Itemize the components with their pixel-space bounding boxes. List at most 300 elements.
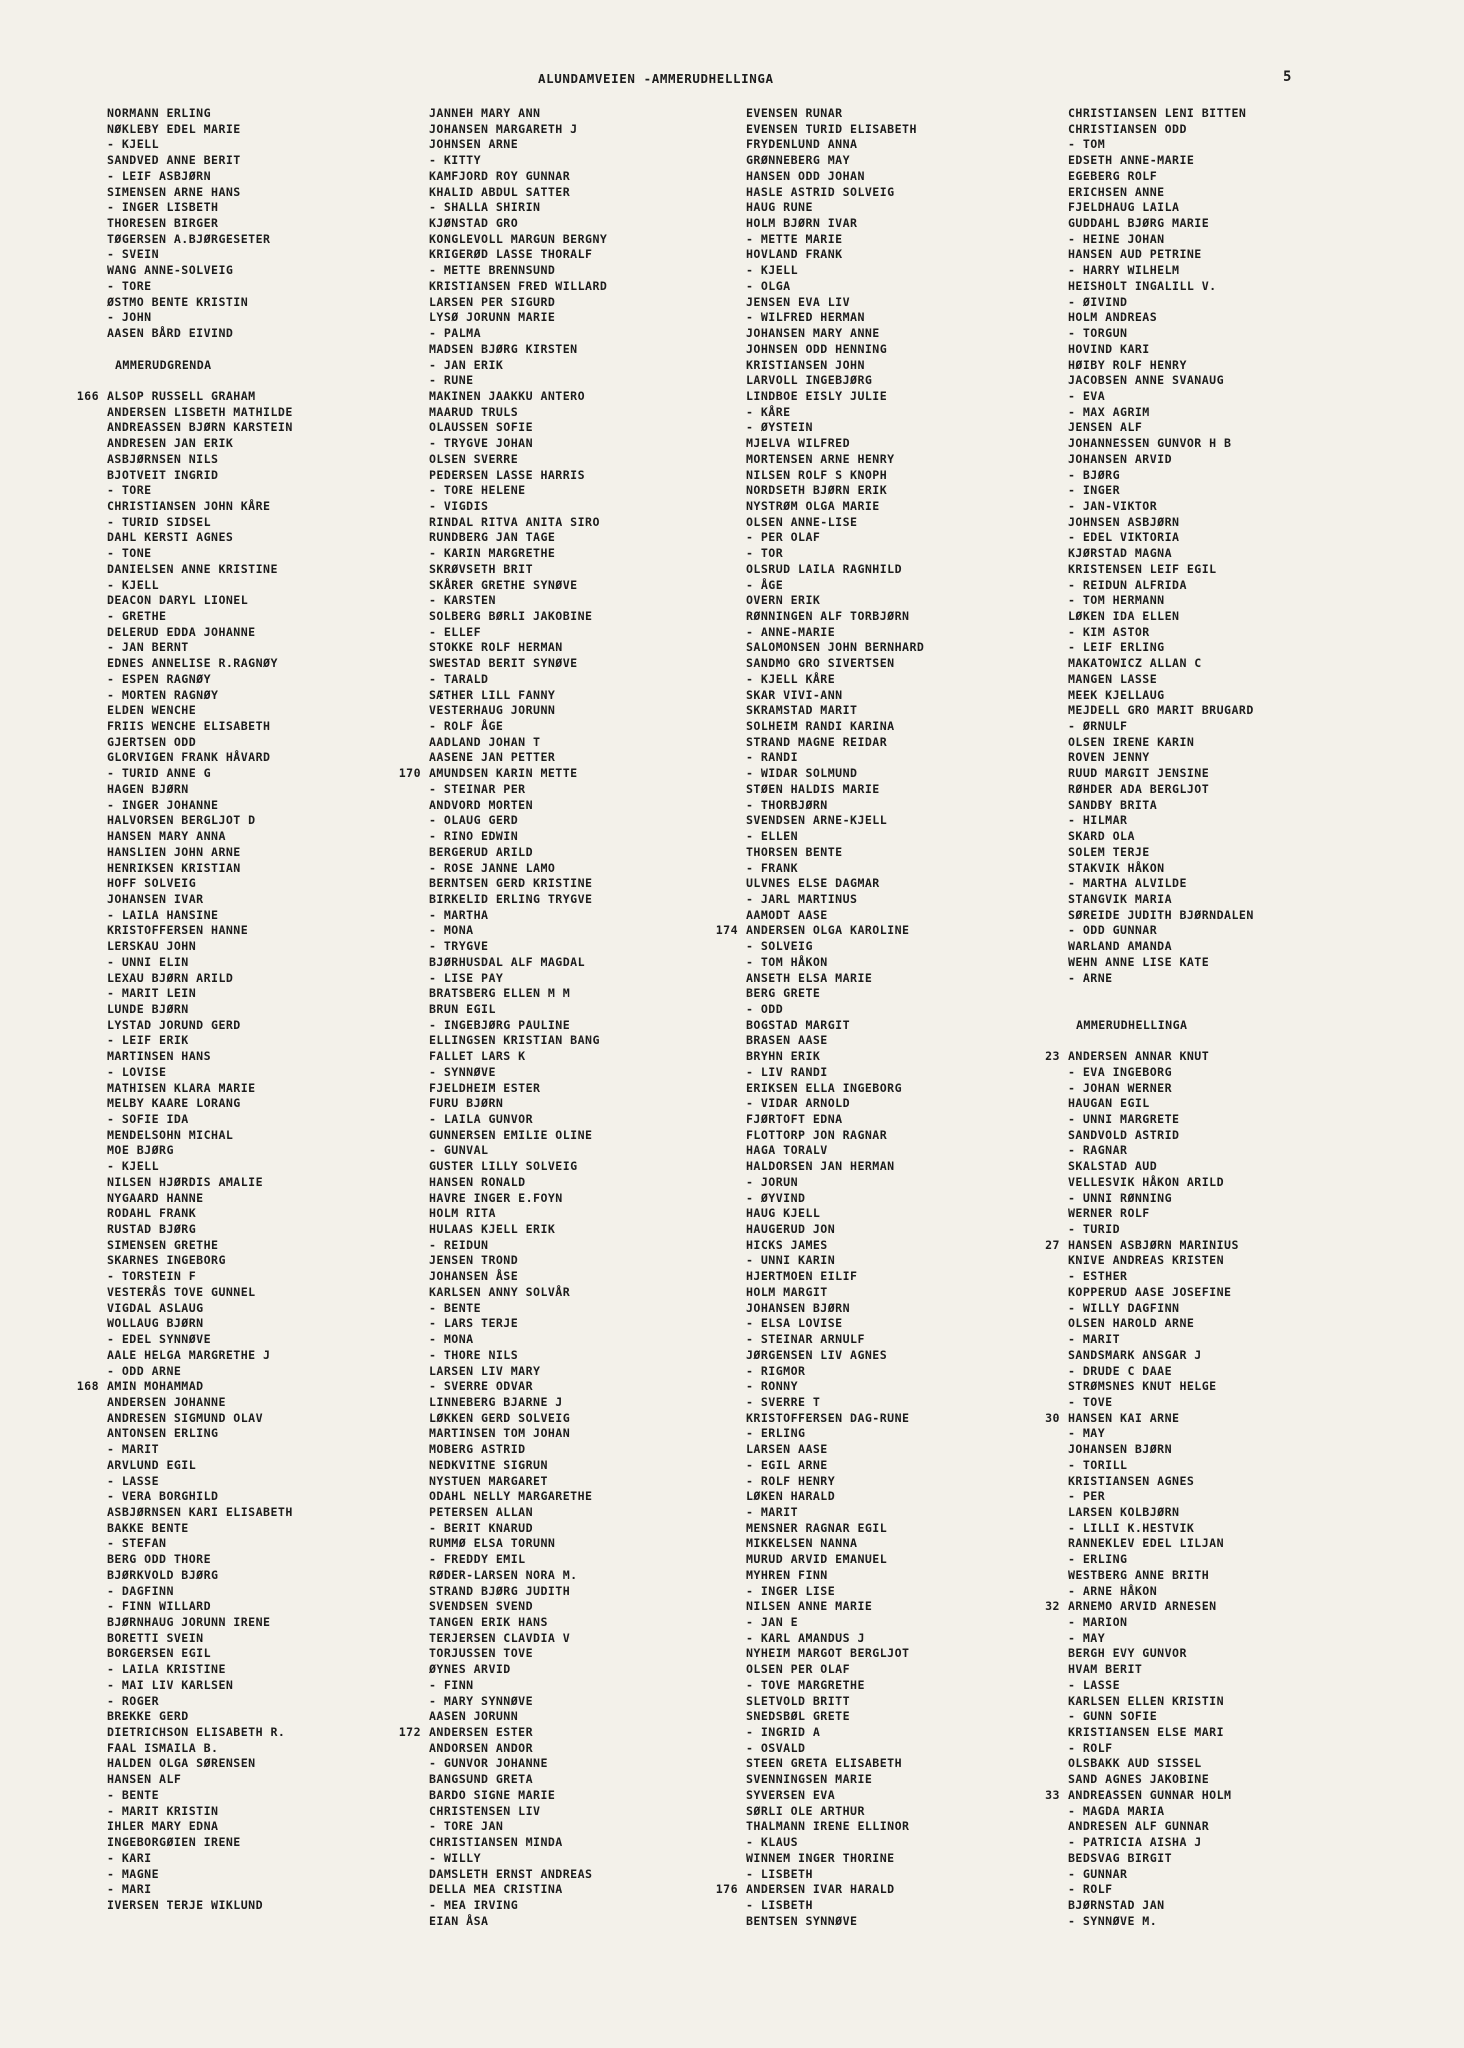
resident-name: RUNDBERG JAN TAGE [429,530,556,545]
resident-name: RUUD MARGIT JENSINE [1068,766,1210,781]
directory-entry [746,1332,1076,1348]
directory-entry [1068,813,1398,829]
resident-name: - ODD GUNNAR [1068,923,1158,938]
directory-entry [746,1741,1076,1757]
directory-entry [746,986,1076,1002]
resident-name: - LARS TERJE [429,1316,519,1331]
resident-name: DELLA MEA CRISTINA [429,1882,563,1897]
directory-entry [429,1112,759,1128]
directory-entry [746,640,1076,656]
directory-entry [1068,1191,1398,1207]
resident-name: JOHANSEN ÅSE [429,1269,519,1284]
directory-entry [107,1002,437,1018]
resident-name: SALOMONSEN JOHN BERNHARD [746,640,925,655]
resident-name: - PALMA [429,326,482,341]
resident-name: - ELSA LOVISE [746,1316,843,1331]
directory-entry [1068,515,1398,531]
resident-name: OLSBAKK AUD SISSEL [1068,1756,1202,1771]
directory-entry [1068,546,1398,562]
directory-entry [1068,1615,1398,1631]
directory-entry [107,1709,437,1725]
resident-name: - THORE NILS [429,1347,519,1362]
resident-name: WOLLAUG BJØRN [107,1316,204,1331]
directory-entry [429,530,759,546]
directory-entry [1068,625,1398,641]
directory-entry [1068,1819,1398,1835]
resident-name: - INGER LISE [746,1583,836,1598]
resident-name: - ERLING [746,1426,806,1441]
directory-entry [429,955,759,971]
directory-entry [746,971,1076,987]
resident-name: OLSEN IRENE KARIN [1068,734,1195,749]
directory-entry [746,578,1076,594]
resident-name: THORSEN BENTE [746,844,843,859]
resident-name: SKÅRER GRETHE SYNØVE [429,577,578,592]
directory-entry [1068,1631,1398,1647]
directory-entry [429,986,759,1002]
directory-entry [429,153,759,169]
resident-name: - GUNN SOFIE [1068,1709,1158,1724]
directory-entry [746,1348,1076,1364]
resident-name: HOVLAND FRANK [746,247,843,262]
directory-entry [107,1819,437,1835]
directory-entry [746,153,1076,169]
resident-name: ARVLUND EGIL [107,1457,197,1472]
directory-entry [1068,1521,1398,1537]
resident-name: TANGEN ERIK HANS [429,1615,548,1629]
directory-entry [107,153,437,169]
directory-entry [746,703,1076,719]
resident-name: EDSETH ANNE-MARIE [1068,153,1195,168]
resident-name: - EDEL VIKTORIA [1068,530,1180,545]
resident-name: SKALSTAD AUD [1068,1159,1158,1174]
resident-name: BJØRNHAUG JORUNN IRENE [107,1615,271,1629]
directory-entry [429,1222,759,1238]
resident-name: - TOM HERMANN [1068,593,1165,608]
resident-name: ELLINGSEN KRISTIAN BANG [429,1033,600,1048]
directory-entry [715,1882,1076,1898]
directory-entry [107,688,437,704]
directory-entry [746,1018,1076,1034]
resident-name: HICKS JAMES [746,1237,828,1252]
directory-entry [429,1631,759,1647]
directory-entry [429,200,759,216]
directory-entry [746,1725,1076,1741]
resident-name: NILSEN ANNE MARIE [746,1599,873,1614]
resident-name: CHRISTIANSEN MINDA [429,1835,563,1850]
resident-name: BENTSEN SYNNØVE [746,1913,858,1928]
directory-entry [429,122,759,138]
directory-entry [429,515,759,531]
resident-name: LARSEN AASE [746,1442,828,1457]
section-heading [1068,1018,1398,1034]
resident-name: AAMODT AASE [746,907,828,922]
directory-entry [746,1269,1076,1285]
directory-entry [746,892,1076,908]
resident-name: BJØRKVOLD BJØRG [107,1567,219,1582]
directory-entry [107,1316,437,1332]
directory-entry [107,1898,437,1914]
directory-entry [429,1002,759,1018]
resident-name: JENSEN ALF [1068,420,1143,435]
resident-name: JOHANSEN IVAR [107,891,204,906]
resident-name: - TORE JAN [429,1819,504,1834]
resident-name: ANDERSEN ANNAR KNUT [1068,1049,1210,1064]
directory-entry [429,342,759,358]
directory-entry [746,122,1076,138]
resident-name: - EVA INGEBORG [1068,1064,1173,1079]
resident-name: ANDORSEN ANDOR [429,1740,534,1755]
resident-name: BEDSVAG BIRGIT [1068,1850,1173,1865]
directory-entry [429,1379,759,1395]
directory-entry [1068,468,1398,484]
directory-entry [746,782,1076,798]
resident-name: MIKKELSEN NANNA [746,1536,858,1551]
resident-name: WEHN ANNE LISE KATE [1068,954,1210,969]
directory-entry [746,1867,1076,1883]
resident-name: BJØRNSTAD JAN [1068,1897,1165,1912]
resident-name: - ROGER [107,1693,160,1708]
resident-name: - RINO EDWIN [429,829,519,844]
directory-entry [429,326,759,342]
resident-name: AASEN BÅRD EIVIND [107,326,234,341]
resident-name: KRISTIANSEN AGNES [1068,1473,1195,1488]
resident-name: - OSVALD [746,1740,806,1755]
directory-entry [429,263,759,279]
resident-name: - GUNVOR JOHANNE [429,1756,548,1771]
resident-name: KRIGERØD LASSE THORALF [429,247,593,262]
directory-entry [429,971,759,987]
directory-entry [746,750,1076,766]
directory-entry [107,232,437,248]
directory-entry [746,452,1076,468]
directory-entry [429,861,759,877]
directory-entry [429,373,759,389]
directory-entry [107,1238,437,1254]
directory-entry [107,1568,437,1584]
house-number: 32 [1045,1599,1060,1614]
directory-entry [1068,892,1398,908]
directory-entry [107,1033,437,1049]
directory-entry [429,1536,759,1552]
resident-name: - SOFIE IDA [107,1112,189,1126]
directory-entry [746,1175,1076,1191]
resident-name: HAGEN BJØRN [107,781,189,796]
resident-name: BRYHN ERIK [746,1049,821,1064]
resident-name: - MARIT [746,1504,799,1519]
resident-name: DIETRICHSON ELISABETH R. [107,1725,286,1740]
resident-name: - OLGA [746,278,791,293]
resident-name: - TORILL [1068,1457,1128,1472]
directory-entry [746,468,1076,484]
resident-name: SOLEM TERJE [1068,844,1150,859]
resident-name: FJELDHAUG LAILA [1068,200,1180,215]
directory-entry [107,562,437,578]
resident-name: - VERA BORGHILD [107,1489,219,1504]
directory-entry [429,1694,759,1710]
directory-entry [1068,703,1398,719]
resident-name: BERNTSEN GERD KRISTINE [429,876,593,891]
resident-name: - JAN E [746,1615,799,1629]
directory-entry [1068,1882,1398,1898]
directory-entry [1068,1898,1398,1914]
directory-entry [746,908,1076,924]
resident-name: HØIBY ROLF HENRY [1068,357,1187,372]
resident-name: - LAILA HANSINE [107,907,219,922]
directory-entry [746,1568,1076,1584]
directory-entry [107,955,437,971]
directory-entry [107,1741,437,1757]
directory-entry [1068,1206,1398,1222]
directory-entry [429,1033,759,1049]
directory-entry [429,1128,759,1144]
resident-name: - JORUN [746,1174,799,1189]
directory-entry [429,1489,759,1505]
directory-entry [1068,530,1398,546]
directory-entry [1068,1709,1398,1725]
resident-name: FJELDHEIM ESTER [429,1080,541,1095]
directory-entry [398,766,759,782]
directory-entry [1068,908,1398,924]
resident-name: - RIGMOR [746,1363,806,1378]
directory-entry [1068,185,1398,201]
resident-name: ANDRESEN JAN ERIK [107,436,234,451]
resident-name: KONGLEVOLL MARGUN BERGNY [429,231,608,246]
directory-entry [746,1694,1076,1710]
resident-name: - UNNI MARGRETE [1068,1112,1180,1126]
directory-entry [429,703,759,719]
resident-name: - INGEBJØRG PAULINE [429,1017,571,1032]
directory-entry [107,1552,437,1568]
resident-name: HANSEN RONALD [429,1174,526,1189]
directory-entry [107,530,437,546]
resident-name: MATHISEN KLARA MARIE [107,1080,256,1095]
house-number: 27 [1045,1237,1060,1252]
directory-entry [746,656,1076,672]
resident-name: - WILLY DAGFINN [1068,1300,1180,1315]
directory-entry [746,1505,1076,1521]
directory-entry [107,247,437,263]
resident-name: KRISTIANSEN ELSE MARI [1068,1725,1225,1740]
directory-entry [746,955,1076,971]
directory-entry [746,1458,1076,1474]
resident-name: OLSEN HAROLD ARNE [1068,1316,1195,1331]
directory-entry [746,562,1076,578]
resident-name: LERSKAU JOHN [107,939,197,954]
directory-entry [746,1442,1076,1458]
resident-name: - MARY SYNNØVE [429,1693,534,1708]
resident-name: JOHANSEN ARVID [1068,451,1173,466]
resident-name: - FINN WILLARD [107,1599,212,1614]
directory-entry [76,1379,437,1395]
directory-entry [1068,342,1398,358]
directory-entry [746,1646,1076,1662]
resident-name: SOLBERG BØRLI JAKOBINE [429,609,593,623]
directory-entry [107,971,437,987]
directory-entry [429,1662,759,1678]
directory-entry [107,1049,437,1065]
directory-entry [429,719,759,735]
directory-entry [1068,1867,1398,1883]
resident-name: SYVERSEN EVA [746,1787,836,1802]
resident-name: - SVEIN [107,247,160,262]
resident-name: - LISBETH [746,1897,813,1912]
resident-name: SLETVOLD BRITT [746,1693,851,1708]
directory-entry [1068,1301,1398,1317]
directory-entry [1068,1741,1398,1757]
resident-name: KHALID ABDUL SATTER [429,184,571,199]
directory-entry [429,1332,759,1348]
resident-name: FLOTTORP JON RAGNAR [746,1127,888,1142]
resident-name: - MARIT KRISTIN [107,1803,219,1818]
resident-name: SANDBY BRITA [1068,797,1158,812]
directory-entry [107,326,437,342]
directory-entry [429,358,759,374]
resident-name: - EGIL ARNE [746,1457,828,1472]
directory-entry [107,1804,437,1820]
resident-name: KRISTENSEN LEIF EGIL [1068,561,1217,576]
resident-name: - ROLF [1068,1740,1113,1755]
page-number: 5 [1283,69,1292,85]
resident-name: - TORSTEIN F [107,1269,197,1284]
directory-entry [107,1678,437,1694]
resident-name: MENDELSOHN MICHAL [107,1127,234,1142]
directory-entry [1068,845,1398,861]
directory-entry [1068,1096,1398,1112]
directory-entry [107,1112,437,1128]
resident-name: LARSEN KOLBJØRN [1068,1504,1180,1519]
directory-entry [746,876,1076,892]
resident-name: ANTONSEN ERLING [107,1426,219,1441]
resident-name: SANDVOLD ASTRID [1068,1127,1180,1142]
directory-entry [746,279,1076,295]
directory-entry [429,1316,759,1332]
directory-entry [1068,1175,1398,1191]
resident-name: - MARIT [107,1442,160,1457]
resident-name: - ELLEF [429,624,482,639]
resident-name: PEDERSEN LASSE HARRIS [429,467,586,482]
directory-entry [746,1096,1076,1112]
directory-entry [1068,876,1398,892]
directory-entry [107,546,437,562]
resident-name: DAHL KERSTI AGNES [107,530,234,545]
resident-name: - SYNNØVE M. [1068,1913,1158,1928]
directory-entry [429,892,759,908]
directory-entry [107,1018,437,1034]
resident-name: WANG ANNE-SOLVEIG [107,263,234,278]
directory-entry [429,939,759,955]
resident-name: KRISTOFFERSEN HANNE [107,923,249,938]
resident-name: IVERSEN TERJE WIKLUND [107,1897,264,1912]
resident-name: SANDVED ANNE BERIT [107,153,241,168]
directory-entry [429,640,759,656]
directory-entry [1068,279,1398,295]
directory-entry [746,1756,1076,1772]
directory-entry [429,1772,759,1788]
resident-name: MJELVA WILFRED [746,436,851,451]
directory-entry [429,1458,759,1474]
directory-entry [1045,1599,1398,1615]
directory-entry [107,1332,437,1348]
directory-entry [429,876,759,892]
resident-name: CHRISTENSEN LIV [429,1803,541,1818]
directory-entry [1068,1128,1398,1144]
resident-name: - GRETHE [107,609,167,623]
resident-name: - HILMAR [1068,813,1128,828]
resident-name: - ELLEN [746,829,799,844]
resident-name: - WIDAR SOLMUND [746,766,858,781]
resident-name: MOBERG ASTRID [429,1442,526,1457]
directory-entry [746,1662,1076,1678]
resident-name: ANDERSEN OLGA KAROLINE [746,923,910,938]
directory-entry [1068,1269,1398,1285]
directory-entry [746,845,1076,861]
resident-name: - REIDUN [429,1237,489,1252]
resident-name: GLORVIGEN FRANK HÅVARD [107,750,271,765]
resident-name: JENSEN EVA LIV [746,294,851,309]
resident-name: LARSEN LIV MARY [429,1363,541,1378]
resident-name: SANDSMARK ANSGAR J [1068,1347,1202,1362]
directory-entry [429,656,759,672]
resident-name: HENRIKSEN KRISTIAN [107,860,241,875]
directory-entry [746,1143,1076,1159]
resident-name: AASENE JAN PETTER [429,750,556,765]
directory-entry [1068,169,1398,185]
resident-name: - ANNE-MARIE [746,624,836,639]
resident-name: - THORBJØRN [746,797,828,812]
resident-name: ELDEN WENCHE [107,703,197,718]
resident-name: HAUG KJELL [746,1206,821,1221]
directory-entry [1068,640,1398,656]
resident-name: - TOM [1068,137,1106,152]
directory-entry [1068,1914,1398,1930]
resident-name: WERNER ROLF [1068,1206,1150,1221]
directory-entry [429,1788,759,1804]
directory-entry [429,216,759,232]
resident-name: BJØRHUSDAL ALF MAGDAL [429,954,586,969]
resident-name: - SVERRE T [746,1394,821,1409]
house-number: 172 [398,1725,421,1740]
resident-name: NILSEN ROLF S KNOPH [746,467,888,482]
resident-name: BIRKELID ERLING TRYGVE [429,891,593,906]
directory-entry [746,169,1076,185]
directory-entry [429,1159,759,1175]
resident-name: - DAGFINN [107,1583,174,1598]
resident-name: JACOBSEN ANNE SVANAUG [1068,373,1225,388]
resident-name: JANNEH MARY ANN [429,106,541,120]
directory-entry [1068,452,1398,468]
resident-name: OVERN ERIK [746,593,821,608]
directory-entry [429,1819,759,1835]
resident-name: KRISTIANSEN FRED WILLARD [429,278,608,293]
resident-name: - LIV RANDI [746,1064,828,1079]
directory-entry [1068,861,1398,877]
directory-entry [429,1269,759,1285]
resident-name: MENSNER RAGNAR EGIL [746,1520,888,1535]
resident-name: ANDERSEN JOHANNE [107,1394,226,1409]
directory-entry [1068,1568,1398,1584]
resident-name: GRØNNEBERG MAY [746,153,851,168]
resident-name: - JOHAN WERNER [1068,1080,1173,1095]
resident-name: ROVEN JENNY [1068,750,1150,765]
resident-name: OLSEN PER OLAF [746,1662,851,1677]
directory-entry [746,1033,1076,1049]
resident-name: LYSTAD JORUND GERD [107,1017,241,1032]
directory-entry [746,1804,1076,1820]
directory-entry [107,1269,437,1285]
directory-entry [746,735,1076,751]
directory-entry [715,923,1076,939]
